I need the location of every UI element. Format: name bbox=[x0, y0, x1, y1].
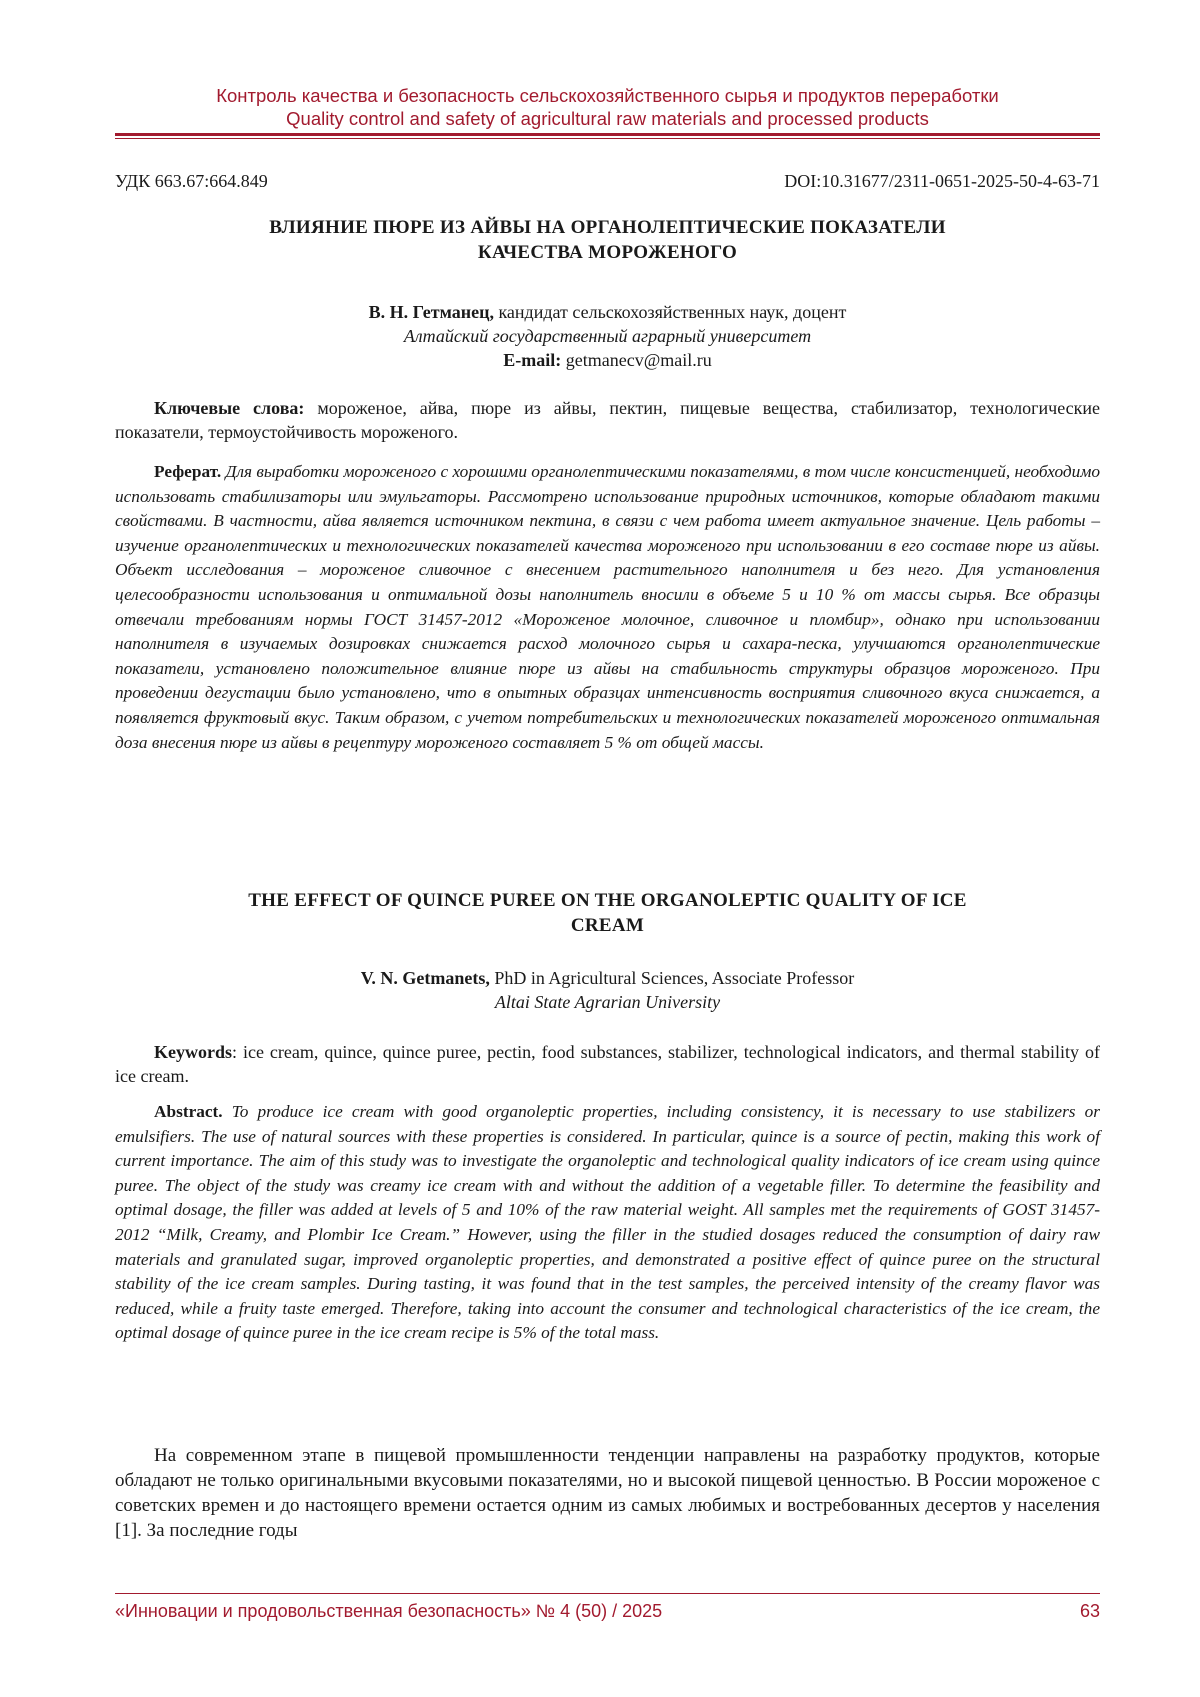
author-name-en: V. N. Getmanets, bbox=[360, 968, 490, 988]
keywords-text-ru: мороженое, айва, пюре из айвы, пектин, пищевые вещества, стабилизатор, технологические показатели, термоустойчивость мороженого. bbox=[115, 398, 1100, 442]
udk-code: УДК 663.67:664.849 bbox=[115, 171, 268, 191]
footer-rule bbox=[115, 1593, 1100, 1594]
header-rule-thin bbox=[115, 138, 1100, 139]
keywords-en bbox=[115, 1040, 1100, 1088]
email-line bbox=[115, 348, 1100, 372]
abstract-en bbox=[115, 1100, 1100, 1346]
abstract-ru bbox=[115, 460, 1100, 755]
email-label: E-mail: bbox=[503, 350, 562, 370]
page-number: 63 bbox=[1079, 1601, 1100, 1621]
author-name-ru: В. Н. Гетманец, bbox=[368, 302, 494, 322]
abstract-label-en: Abstract. bbox=[154, 1102, 223, 1121]
abstract-label-ru: Реферат. bbox=[154, 462, 222, 481]
author-line-ru bbox=[115, 300, 1100, 324]
header-rule bbox=[115, 133, 1100, 136]
keywords-text-en: : ice cream, quince, quince puree, pectin, food substances, stabilizer, technological indicators, and thermal stability of ice cream. bbox=[115, 1042, 1100, 1086]
abstract-text-ru: Для выработки мороженого с хорошими органолептическими показателями, в том числе консистенцией, необходимо использовать стабилизаторы или эмульгаторы. Рассмотрено использование природных источников, которые обладают такими свойствами. В частности, айва является источником пектина, в связи с чем работа имеет актуальное значение. Цель работы – изучение органолептических и технологических показателей качества мороженого при использовании в его составе пюре из айвы. Объект исследования – мороженое сливочное с внесением растительного наполнителя и без него. Для установления целесообразности использования и оптимальной дозы наполнитель вносили в объеме 5 и 10 % от массы сырья. Все образцы отвечали требованиям нормы ГОСТ 31457-2012 «Мороженое молочное, сливочное и пломбир», однако при использовании наполнителя в изучаемых дозировках снижается расход молочного сырья и сахара-песка, улучшаются органолептические показатели, установлено положительное влияние пюре из айвы на стабильность структуры образцов мороженого. При проведении дегустации было установлено, что в опытных образцах интенсивность восприятия сливочного вкуса снижается, а появляется фруктовый вкус. Таким образом, с учетом потребительских и технологических показателей мороженого оптимальная доза внесения пюре из айвы в рецептуру мороженого составляет 5 % от общей массы. bbox=[115, 462, 1100, 752]
keywords-ru bbox=[115, 396, 1100, 444]
running-header bbox=[115, 84, 1100, 130]
article-title-ru bbox=[115, 215, 1100, 265]
article-title-en bbox=[115, 888, 1100, 938]
running-header-en: Quality control and safety of agricultural raw materials and processed products bbox=[286, 108, 929, 129]
affiliation-ru: Алтайский государственный аграрный университет bbox=[403, 326, 812, 346]
keywords-label-ru: Ключевые слова: bbox=[154, 398, 305, 418]
keywords-label-en: Keywords bbox=[154, 1042, 232, 1062]
doi: DOI:10.31677/2311-0651-2025-50-4-63-71 bbox=[784, 171, 1100, 191]
title-ru-line1: ВЛИЯНИЕ ПЮРЕ ИЗ АЙВЫ НА ОРГАНОЛЕПТИЧЕСКИЕ ПОКАЗАТЕЛИ bbox=[269, 217, 946, 238]
affiliation-en: Altai State Agrarian University bbox=[494, 992, 721, 1012]
running-header-ru: Контроль качества и безопасность сельскохозяйственного сырья и продуктов переработки bbox=[216, 85, 999, 106]
title-en-line2: CREAM bbox=[570, 915, 645, 936]
email-address: getmanecv@mail.ru bbox=[561, 350, 712, 370]
abstract-text-en: To produce ice cream with good organoleptic properties, including consistency, it is necessary to use stabilizers or emulsifiers. The use of natural sources with these properties is considered. In particular, quince is a source of pectin, making this work of current importance. The aim of this study was to investigate the organoleptic and technological quality indicators of ice cream using quince puree. The object of the study was creamy ice cream with and without the addition of a vegetable filler. To determine the feasibility and optimal dosage, the filler was added at levels of 5 and 10% of the raw material weight. All samples met the requirements of GOST 31457-2012 “Milk, Creamy, and Plombir Ice Cream.” However, using the filler in the studied dosages reduced the consumption of dairy raw materials and granulated sugar, improved organoleptic properties, and demonstrated a positive effect of quince puree on the structural stability of the ice cream samples. During tasting, it was found that in the test samples, the perceived intensity of the creamy flavor was reduced, while a fruity taste emerged. Therefore, taking into account the consumer and technological characteristics of the ice cream, the optimal dosage of quince puree in the ice cream recipe is 5% of the total mass. bbox=[115, 1102, 1100, 1343]
author-degree-en: PhD in Agricultural Sciences, Associate Professor bbox=[489, 968, 855, 988]
author-block-ru bbox=[115, 300, 1100, 372]
title-ru-line2: КАЧЕСТВА МОРОЖЕНОГО bbox=[477, 242, 738, 263]
author-degree-ru: кандидат сельскохозяйственных наук, доцент bbox=[493, 302, 847, 322]
author-block-en bbox=[115, 966, 1100, 1014]
journal-page bbox=[115, 0, 1100, 1697]
author-line-en bbox=[115, 966, 1100, 990]
body-paragraph: На современном этапе в пищевой промышленности тенденции направлены на разработку продуктов, которые обладают не только оригинальными вкусовыми показателями, но и высокой пищевой ценностью. В России мороженое с советских времен и до настоящего времени остается одним из самых любимых и востребованных десертов у населения [1]. За последние годы bbox=[115, 1445, 1100, 1541]
title-en-line1: THE EFFECT OF QUINCE PUREE ON THE ORGANOLEPTIC QUALITY OF ICE bbox=[248, 890, 967, 911]
journal-name: «Инновации и продовольственная безопасность» № 4 (50) / 2025 bbox=[115, 1601, 663, 1621]
